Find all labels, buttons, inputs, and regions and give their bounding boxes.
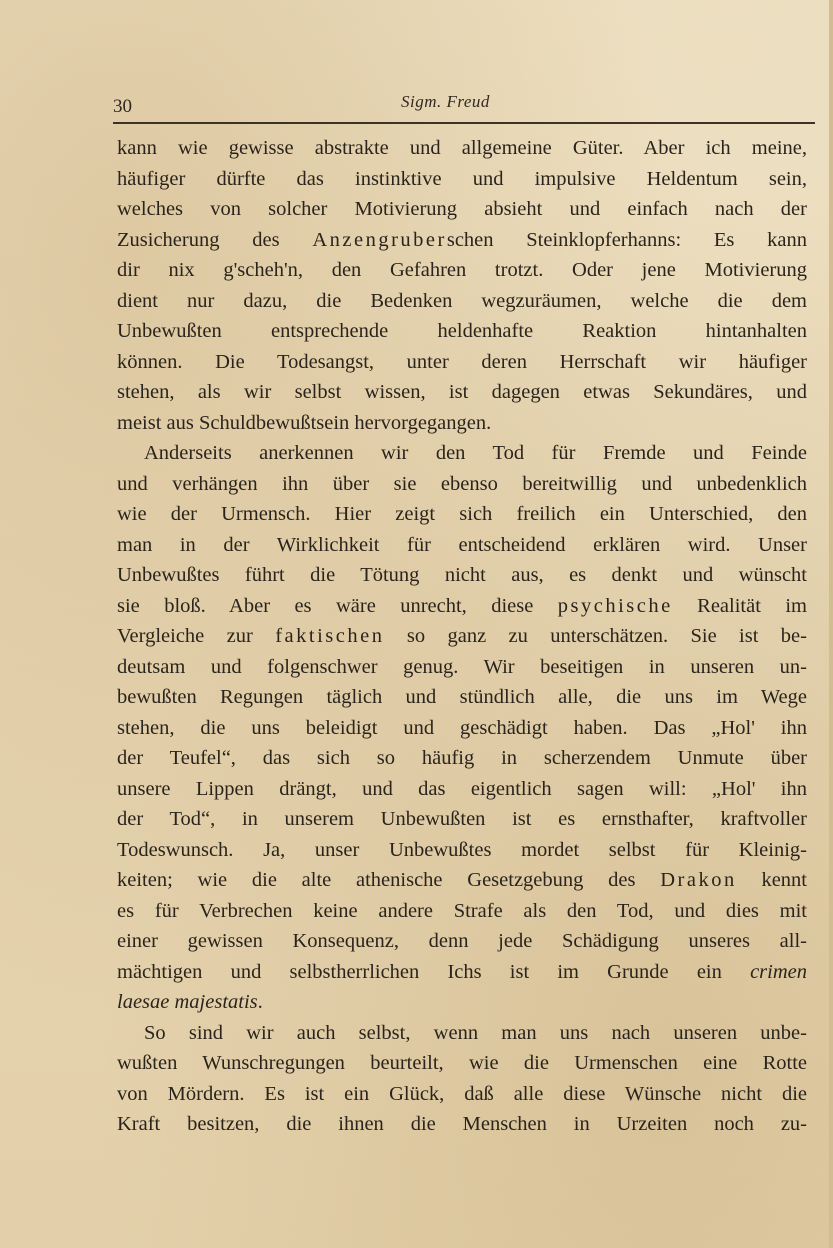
paragraph-start-line: Anderseits anerkennen wir den Tod für Fremde und Feinde	[144, 442, 807, 464]
text-line: wie der Urmensch. Hier zeigt sich freilich ein Unterschied, den	[117, 503, 807, 525]
italic-phrase: crimen	[750, 960, 807, 983]
text-line: Todeswunsch. Ja, unser Unbewußtes mordet selbst für Kleinig-	[117, 838, 807, 861]
text-line: der Teufel“, das sich so häufig in scherzendem Unmute über	[117, 747, 807, 769]
running-head: Sigm. Freud	[401, 92, 490, 111]
spaced-word-psychische: psychische	[557, 594, 673, 617]
text-line: stehen, die uns beleidigt und geschädigt haben. Das „Hol' ihn	[117, 716, 807, 739]
text-line: von Mördern. Es ist ein Glück, daß alle diese Wünsche nicht die	[117, 1082, 807, 1105]
text-line: laesae majestatis.	[117, 991, 263, 1013]
text-line: Kraft besitzen, die ihnen die Menschen in Urzeiten noch zu-	[117, 1113, 807, 1135]
paragraph-start-line: So sind wir auch selbst, wenn man uns nach unseren unbe-	[144, 1021, 807, 1044]
spaced-name-anzengruber: Anzengruber	[312, 228, 447, 251]
text-line: Unbewußtes führt die Tötung nicht aus, es denkt und wünscht	[117, 564, 807, 586]
text-line: Vergleiche zur faktischen so ganz zu unterschätzen. Sie ist be-	[117, 625, 807, 647]
text-line: bewußten Regungen täglich und stündlich alle, die uns im Wege	[117, 686, 807, 708]
page-header	[113, 90, 813, 120]
page-number: 30	[113, 96, 132, 117]
text-line: wußten Wunschregungen beurteilt, wie die Urmenschen eine Rotte	[117, 1052, 807, 1074]
text-line: keiten; wie die alte athenische Gesetzgebung des Drakon kennt	[117, 869, 807, 891]
text-line: einer gewissen Konsequenz, denn jede Schädigung unseres all-	[117, 930, 807, 952]
text-line: man in der Wirklichkeit für entscheidend erklären wird. Unser	[117, 533, 807, 556]
text-line: es für Verbrechen keine andere Strafe als den Tod, und dies mit	[117, 899, 807, 922]
text-line: können. Die Todesangst, unter deren Herrschaft wir häufiger	[117, 350, 807, 373]
text-line: der Tod“, in unserem Unbewußten ist es ernsthafter, kraftvoller	[117, 808, 807, 830]
text-line: kann wie gewisse abstrakte und allgemeine Güter. Aber ich meine,	[117, 137, 807, 159]
text-line: stehen, als wir selbst wissen, ist dagegen etwas Sekundäres, und	[117, 381, 807, 403]
text-line: welches von solcher Motivierung absieht und einfach nach der	[117, 198, 807, 220]
text-line: Zusicherung des Anzengruberschen Steinklopferhanns: Es kann	[117, 228, 807, 251]
text-line: meist aus Schuldbewußtsein hervorgegangen.	[117, 411, 492, 434]
spaced-word-faktischen: faktischen	[275, 625, 385, 647]
text-line: deutsam und folgenschwer genug. Wir beseitigen in unseren un-	[117, 655, 807, 678]
text-line: dir nix g'scheh'n, den Gefahren trotzt. Oder jene Motivierung	[117, 259, 807, 281]
text-line: mächtigen und selbstherrlichen Ichs ist im Grunde ein crimen	[117, 960, 807, 983]
page-edge	[829, 0, 833, 1248]
text-line: dient nur dazu, die Bedenken wegzuräumen, welche die dem	[117, 289, 807, 312]
spaced-name-drakon: Drakon	[660, 869, 737, 891]
text-line: unsere Lippen drängt, und das eigentlich sagen will: „Hol' ihn	[117, 777, 807, 800]
text-line: und verhängen ihn über sie ebenso bereitwillig und unbedenklich	[117, 472, 807, 495]
header-rule	[113, 122, 815, 124]
text-line: häufiger dürfte das instinktive und impulsive Heldentum sein,	[117, 167, 807, 190]
body-text	[117, 133, 807, 1140]
text-line: sie bloß. Aber es wäre unrecht, diese psychische Realität im	[117, 594, 807, 617]
text-line: Unbewußten entsprechende heldenhafte Reaktion hintanhalten	[117, 320, 807, 342]
italic-phrase: laesae majestatis	[117, 991, 258, 1013]
